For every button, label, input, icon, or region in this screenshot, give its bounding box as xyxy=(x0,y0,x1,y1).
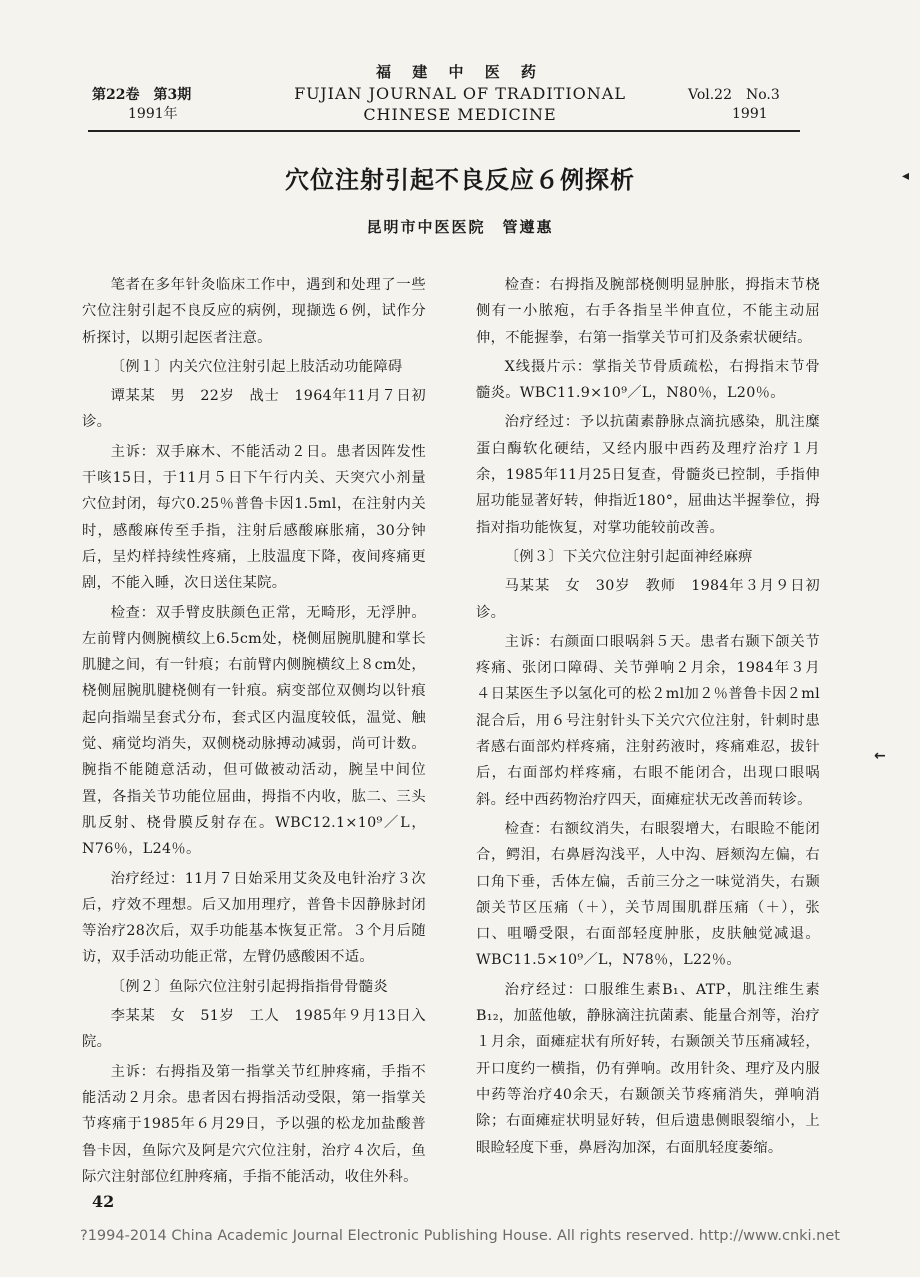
paragraph: 治疗经过：口服维生素B₁、ATP，肌注维生素B₁₂，加蓝他敏，静脉滴注抗菌素、能量合剂等，治疗１月余，面瘫症状有所好转，右颞颌关节压痛减轻，开口度约一横指，仍有弹响。改用针灸、理疗及内服中药等治疗40余天，右颞颌关节疼痛消失，弹响消除；右面瘫症状明显好转，但后遗患侧眼裂缩小，上眼睑轻度下垂，鼻唇沟加深，右面肌轻度萎缩。 xyxy=(476,981,820,1156)
copyright-footer: ?1994-2014 China Academic Journal Electronic Publishing House. All rights reserved. http://www.cnki.net xyxy=(80,1228,840,1244)
paragraph: X线摄片示：掌指关节骨质疏松，右拇指末节骨髓炎。WBC11.9×10⁹／L，N80％，L20％。 xyxy=(476,358,820,402)
paragraph: 检查：右拇指及腕部桡侧明显肿胀，拇指末节桡侧有一小脓疱，右手各指呈半伸直位，不能主动屈伸，不能握拳，右第一指掌关节可扪及条索状硬结。 xyxy=(476,277,820,346)
paragraph: 检查：右额纹消失，右眼裂增大，右眼睑不能闭合，鳄泪，右鼻唇沟浅平，人中沟、唇颏沟左偏，右口角下垂，舌体左偏，舌前三分之一味觉消失，右颞颌关节区压痛（＋），关节周围肌群压痛（＋），张口、咀嚼受限，右面部轻度肿胀，皮肤触觉减退。WBC11.5×10⁹／L，N78％，L22％。 xyxy=(476,820,820,969)
case-heading: 〔例２〕鱼际穴位注射引起拇指指骨骨髓炎 xyxy=(110,978,388,995)
year-en: 1991 xyxy=(732,106,768,122)
paragraph: 马某某 女 30岁 教师 1984年３月９日初诊。 xyxy=(476,578,820,621)
paragraph: 谭某某 男 22岁 战士 1964年11月７日初诊。 xyxy=(82,388,426,431)
journal-name-en-line1: FUJIAN JOURNAL OF TRADITIONAL xyxy=(294,84,626,103)
paragraph: 主诉：右颜面口眼㖞斜５天。患者右颞下颌关节疼痛、张闭口障碍、关节弹响２月余，1984年３月４日某医生予以氢化可的松２ml加２％普鲁卡因２ml混合后，用６号注射针头下关穴穴位注射，针刺时患者感右面部灼样疼痛，注射药液时，疼痛难忍，拔针后，右面部灼样疼痛，右眼不能闭合，出现口眼㖞斜。经中西药物治疗四天，面瘫症状无改善而转诊。 xyxy=(476,633,820,808)
header-volume-cn xyxy=(92,86,232,124)
volume-issue-cn: 第22卷 第3期 xyxy=(92,87,192,103)
journal-name-en-line2: CHINESE MEDICINE xyxy=(363,105,557,124)
year-cn: 1991年 xyxy=(128,106,178,122)
volume-issue-en: Vol.22 No.3 xyxy=(688,87,780,103)
left-column xyxy=(82,272,426,1193)
case-heading: 〔例１〕内关穴位注射引起上肢活动功能障碍 xyxy=(110,358,403,375)
header-volume-en xyxy=(688,86,798,124)
paragraph: 主诉：双手麻木、不能活动２日。患者因阵发性干咳15日，于11月５日下午行内关、天突穴小剂量穴位封闭，每穴0.25％普鲁卡因1.5ml，在注射内关时，感酸麻传至手指，注射后感酸麻胀痛，30分钟后，呈灼样持续性疼痛，上肢温度下降，夜间疼痛更剧，不能入睡，次日送住某院。 xyxy=(82,443,426,592)
right-column xyxy=(476,272,820,1164)
article-author: 昆明市中医医院 管遵惠 xyxy=(366,218,554,236)
paragraph: 笔者在多年针灸临床工作中，遇到和处理了一些穴位注射引起不良反应的病例，现撷选６例，试作分析探讨，以期引起医者注意。 xyxy=(82,277,426,346)
paragraph: 治疗经过：予以抗菌素静脉点滴抗感染，肌注糜蛋白酶软化硬结，又经内服中西药及理疗治疗１月余，1985年11月25日复查，骨髓炎已控制，手指伸屈功能显著好转，伸指近180°，屈曲达半握拳位，拇指对指功能恢复，对掌功能较前改善。 xyxy=(476,414,820,536)
article-title: 穴位注射引起不良反应６例探析 xyxy=(285,165,635,194)
paragraph: 主诉：右拇指及第一指掌关节红肿疼痛，手指不能活动２月余。患者因右拇指活动受限，第一指掌关节疼痛于1985年６月29日，予以强的松龙加盐酸普鲁卡因，鱼际穴及阿是穴穴位注射，治疗４次后，鱼际穴注射部位红肿疼痛，手指不能活动，收住外科。 xyxy=(82,1063,426,1185)
margin-mark: ← xyxy=(874,748,886,764)
margin-mark: ◂ xyxy=(902,168,910,184)
paragraph: 李某某 女 51岁 工人 1985年９月13日入院。 xyxy=(82,1008,426,1051)
page-number: 42 xyxy=(92,1192,115,1211)
journal-name-cn: 福 建 中 医 药 xyxy=(376,63,544,81)
paragraph: 治疗经过：11月７日始采用艾灸及电针治疗３次后，疗效不理想。后又加用理疗，普鲁卡因静脉封闭等治疗28次后，双手功能基本恢复正常。３个月后随访，双手活动功能正常，左臂仍感酸困不适。 xyxy=(82,870,426,966)
case-heading: 〔例３〕下关穴位注射引起面神经麻痹 xyxy=(504,548,753,565)
journal-masthead xyxy=(270,62,650,125)
header-rule xyxy=(88,130,800,132)
paragraph: 检查：双手臂皮肤颜色正常，无畸形，无浮肿。左前臂内侧腕横纹上6.5cm处，桡侧屈腕肌腱和掌长肌腱之间，有一针痕；右前臂内侧腕横纹上８cm处，桡侧屈腕肌腱桡侧有一针痕。病变部位双侧均以针痕起向指端呈套式分布，套式区内温度较低，温觉、触觉、痛觉均消失，双侧桡动脉搏动减弱，尚可计数。腕指不能随意活动，但可做被动活动，腕呈中间位置，各指关节功能位屈曲，拇指不内收，肱二、三头肌反射、桡骨膜反射存在。WBC12.1×10⁹／L，N76％，L24％。 xyxy=(82,604,426,858)
